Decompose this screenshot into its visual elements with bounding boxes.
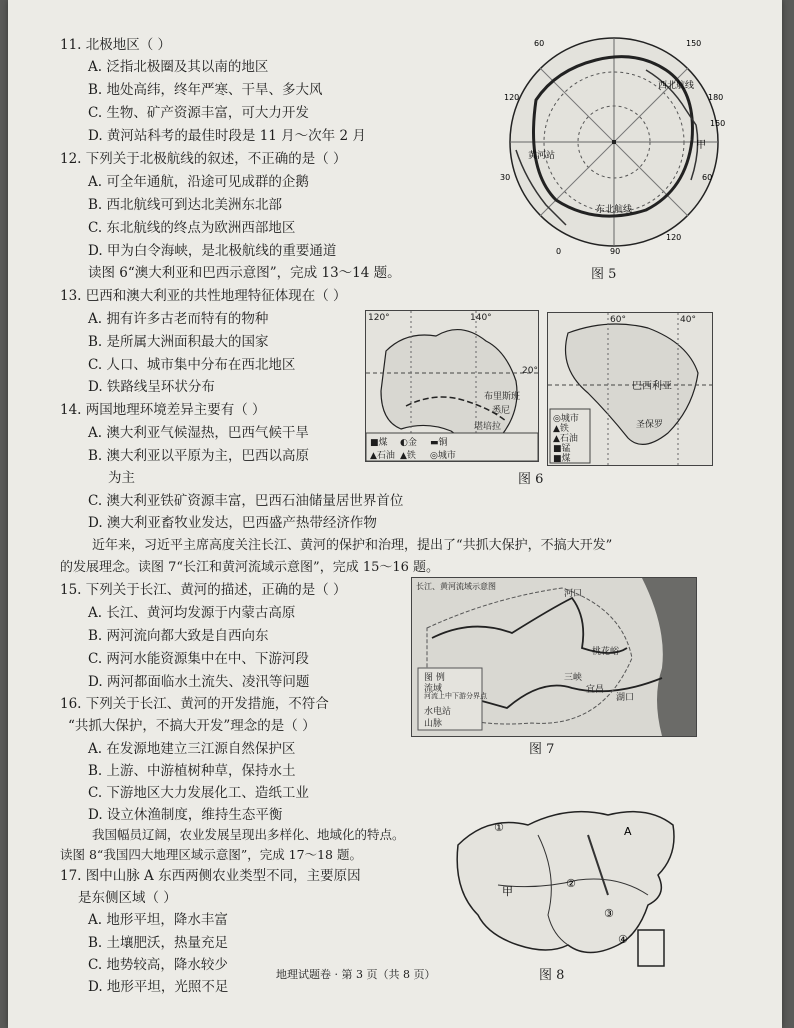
q13-option-c: C. 人口、城市集中分布在西北地区: [88, 357, 296, 373]
fig6-caption: 图 6: [518, 472, 544, 487]
q17-option-c: C. 地势较高，降水较少: [88, 957, 228, 973]
fig7-label-hekou: 河口: [564, 589, 583, 599]
fig5-degree: 120: [504, 93, 520, 102]
fig6-au-lon-140: 140°: [470, 313, 492, 323]
q14-option-c: C. 澳大利亚铁矿资源丰富，巴西石油储量居世界首位: [88, 493, 404, 509]
fig8-china-regions-map: [448, 795, 688, 975]
fig8-mountain-a: A: [624, 825, 632, 838]
q14-option-d: D. 澳大利亚畜牧业发达，巴西盛产热带经济作物: [88, 515, 377, 531]
fig5-caption: 图 5: [591, 267, 617, 282]
fig6-br-legend-iron: ▲铁: [553, 424, 569, 434]
fig6-br-legend-oil: ▲石油: [553, 434, 578, 444]
fig5-degree: 180: [708, 93, 724, 102]
q13-option-a: A. 拥有许多古老而特有的物种: [88, 311, 269, 327]
fig7-legend-title: 图 例: [424, 673, 445, 683]
q16-option-c: C. 下游地区大力发展化工、造纸工业: [88, 785, 309, 801]
fig7-label-taohuayu: 桃花峪: [592, 647, 620, 657]
q11-option-d: D. 黄河站科考的最佳时段是 11 月～次年 2 月: [88, 128, 366, 144]
fig8-region-2: ②: [566, 877, 576, 890]
fig6-br-saopaulo: 圣保罗: [636, 420, 664, 430]
fig5-degree: 150: [686, 39, 702, 48]
fig6-au-legend-gold: ◐金: [400, 438, 417, 448]
intro-fig7-line2: 的发展理念。读图 7“长江和黄河流域示意图”，完成 15～16 题。: [60, 560, 440, 575]
fig5-degree: 60: [534, 39, 545, 48]
q11-option-c: C. 生物、矿产资源丰富，可大力开发: [88, 105, 309, 121]
q12-option-b: B. 西北航线可到达北美洲东北部: [88, 197, 283, 213]
fig6-br-legend-coal: ■煤: [553, 454, 571, 464]
q17-option-b: B. 土壤肥沃，热量充足: [88, 935, 229, 951]
q14-option-a: A. 澳大利亚气候湿热，巴西气候干旱: [88, 425, 309, 441]
fig6-br-legend-manganese: ■锰: [553, 444, 571, 454]
fig6-au-legend-coal: ■煤: [370, 438, 388, 448]
q14-option-b: B. 澳大利亚以平原为主，巴西以高原: [88, 448, 310, 464]
fig8-caption: 图 8: [539, 968, 565, 983]
read-fig6-instruction: 读图 6“澳大利亚和巴西示意图”，完成 13～14 题。: [88, 265, 401, 281]
q16-option-d: D. 设立休渔制度，维持生态平衡: [88, 807, 283, 823]
exam-page: [8, 0, 782, 1028]
fig6-au-brisbane: 布里斯班: [484, 392, 521, 402]
fig6-australia-map: [365, 310, 539, 462]
q14-option-b-cont: 为主: [108, 470, 135, 486]
fig8-region-4: ④: [618, 933, 628, 946]
fig6-au-legend-copper: ▬铜: [430, 438, 448, 448]
page-footer: 地理试题卷 · 第 3 页（共 8 页）: [276, 968, 436, 981]
fig5-degree: 90: [610, 247, 621, 256]
q13-option-d: D. 铁路线呈环状分布: [88, 379, 215, 395]
fig6-au-canberra: 堪培拉: [474, 422, 502, 432]
q16-option-b: B. 上游、中游植树种草，保持水土: [88, 763, 296, 779]
fig6-br-lon-40: 40°: [680, 315, 696, 325]
fig6-brazil-map: [547, 312, 713, 466]
fig6-au-lon-120: 120°: [368, 313, 390, 323]
fig8-region-3: ③: [604, 907, 614, 920]
q15-option-c: C. 两河水能资源集中在中、下游河段: [88, 651, 309, 667]
q12-option-a: A. 可全年通航，沿途可见成群的企鹅: [88, 174, 309, 190]
fig6-au-lat-20: 20°: [522, 366, 538, 376]
fig6-br-legend-city: ◎城市: [553, 414, 579, 424]
fig7-legend-boundary: 河流上中下游分界点: [424, 692, 487, 700]
fig6-au-legend-city: ◎城市: [430, 451, 456, 461]
fig7-legend-mountain: 山脉: [424, 719, 443, 729]
intro-fig8-line1: 我国幅员辽阔，农业发展呈现出多样化、地域化的特点。: [92, 827, 405, 842]
fig5-degree: 120: [666, 233, 682, 242]
q11-option-a: A. 泛指北极圈及其以南的地区: [88, 59, 269, 75]
q17-stem-line1: 17. 图中山脉 A 东西两侧农业类型不同，主要原因: [60, 868, 361, 884]
q12-option-d: D. 甲为白令海峡，是北极航线的重要通道: [88, 243, 337, 259]
q16-stem-line1: 16. 下列关于长江、黄河的开发措施，不符合: [60, 696, 329, 712]
q12-option-c: C. 东北航线的终点为欧洲西部地区: [88, 220, 296, 236]
q16-option-a: A. 在发源地建立三江源自然保护区: [88, 741, 296, 757]
fig5-degree: 150: [710, 119, 726, 128]
fig5-arctic-map: [496, 30, 736, 260]
q13-option-b: B. 是所属大洲面积最大的国家: [88, 334, 269, 350]
fig5-degree: 60: [702, 173, 713, 182]
q15-option-d: D. 两河都面临水土流失、凌汛等问题: [88, 674, 310, 690]
fig7-map-title: 长江、黄河流域示意图: [416, 582, 496, 591]
fig5-label-huanghe-station: 黄河站: [528, 151, 556, 161]
q15-stem: 15. 下列关于长江、黄河的描述，正确的是（ ）: [60, 582, 347, 598]
fig5-degree: 30: [500, 173, 511, 182]
q15-option-a: A. 长江、黄河均发源于内蒙古高原: [88, 605, 296, 621]
fig5-label-jia: 甲: [696, 140, 706, 151]
fig8-label-jia: 甲: [502, 885, 513, 898]
fig6-br-brasilia: 巴西利亚: [632, 381, 672, 392]
q17-option-d: D. 地形平坦，光照不足: [88, 979, 229, 995]
q11-stem: 11. 北极地区（ ）: [60, 37, 172, 53]
fig7-legend-hydropower: 水电站: [424, 707, 452, 717]
fig7-caption: 图 7: [529, 742, 555, 757]
fig6-au-legend-oil: ▲石油: [370, 451, 395, 461]
fig7-label-sanxia: 三峡: [564, 673, 583, 683]
q17-option-a: A. 地形平坦，降水丰富: [88, 912, 228, 928]
fig7-legend-basin: 流域: [424, 684, 443, 694]
intro-fig8-line2: 读图 8“我国四大地理区域示意图”，完成 17～18 题。: [60, 847, 362, 862]
q16-stem-line2: “共抓大保护，不搞大开发”理念的是（ ）: [68, 718, 316, 734]
q15-option-b: B. 两河流向都大致是自西向东: [88, 628, 269, 644]
fig7-river-basin-map: [411, 577, 697, 737]
q12-stem: 12. 下列关于北极航线的叙述，不正确的是（ ）: [60, 151, 347, 167]
north-pole-marker: [612, 140, 616, 144]
fig6-br-lon-60: 60°: [610, 315, 626, 325]
q11-option-b: B. 地处高纬，终年严寒、干旱、多大风: [88, 82, 323, 98]
fig6-au-sydney: 悉尼: [492, 406, 511, 416]
fig7-label-hukou: 湖口: [616, 693, 635, 703]
fig6-au-legend-iron: ▲铁: [400, 451, 416, 461]
fig5-label-nw-route: 西北航线: [658, 81, 695, 91]
fig7-label-yichang: 宜昌: [586, 685, 605, 695]
intro-fig7-line1: 近年来，习近平主席高度关注长江、黄河的保护和治理，提出了“共抓大保护，不搞大开发”: [92, 538, 613, 553]
fig5-label-ne-route: 东北航线: [596, 205, 633, 215]
fig8-region-1: ①: [494, 821, 504, 834]
q17-stem-line2: 是东侧区域（ ）: [78, 890, 177, 906]
q14-stem: 14. 两国地理环境差异主要有（ ）: [60, 402, 266, 418]
fig5-degree: 0: [556, 247, 562, 256]
q13-stem: 13. 巴西和澳大利亚的共性地理特征体现在（ ）: [60, 288, 347, 304]
